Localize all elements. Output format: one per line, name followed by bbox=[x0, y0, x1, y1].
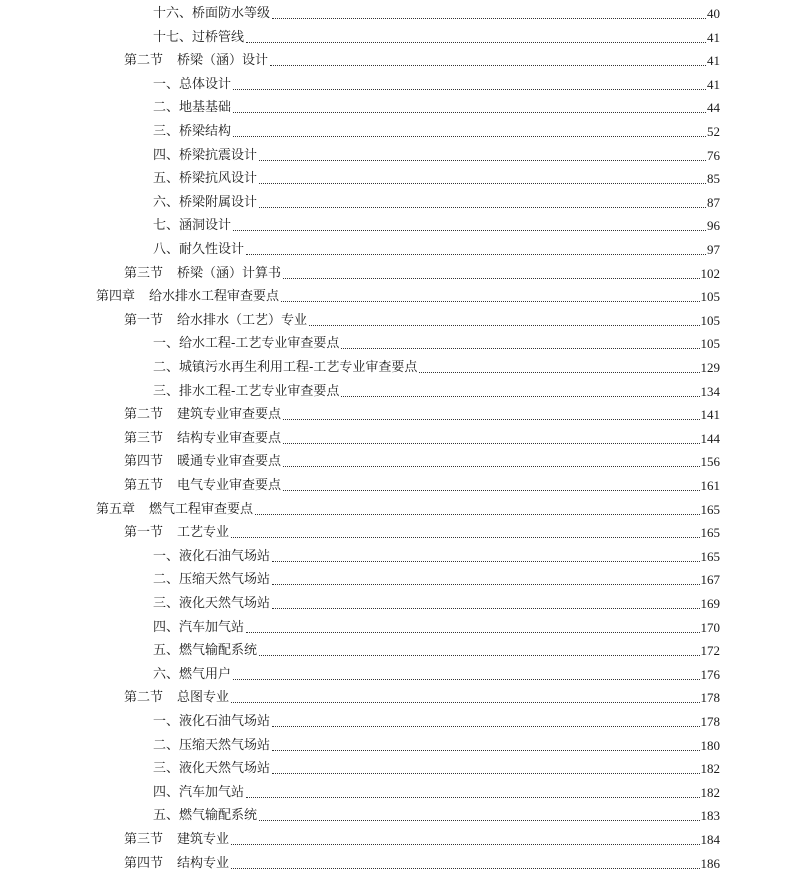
toc-entry-title bbox=[124, 313, 307, 329]
toc-page-number: 176 bbox=[700, 666, 720, 682]
toc-entry-text: 五、燃气输配系统 bbox=[153, 808, 258, 824]
toc-entry-number: 第二节 bbox=[124, 407, 164, 423]
toc-page-number: 85 bbox=[707, 171, 720, 187]
toc-entry-text: 结构专业 bbox=[177, 855, 230, 871]
toc-entry-title bbox=[124, 53, 268, 69]
toc-page-number: 184 bbox=[700, 832, 720, 847]
toc-entry[interactable] bbox=[124, 852, 720, 872]
toc-entry-text: 四、汽车加气站 bbox=[153, 784, 245, 800]
toc-entry-number: 第三节 bbox=[124, 265, 164, 281]
toc-entry-title bbox=[153, 384, 339, 400]
toc-entry-title bbox=[153, 6, 270, 22]
dot-leader bbox=[233, 112, 706, 113]
toc-entry-title bbox=[153, 808, 257, 824]
toc-entry-title bbox=[96, 502, 253, 518]
toc-entry-text: 十六、桥面防水等级 bbox=[153, 6, 271, 21]
toc-entry[interactable] bbox=[153, 663, 720, 683]
toc-entry-title bbox=[153, 242, 244, 258]
toc-entry-title bbox=[153, 596, 270, 612]
toc-page-number: 180 bbox=[700, 737, 720, 753]
dot-leader bbox=[231, 868, 699, 869]
toc-entry-number: 第三节 bbox=[124, 832, 164, 847]
toc-entry[interactable] bbox=[124, 427, 720, 447]
toc-page-number: 52 bbox=[707, 124, 720, 139]
toc-entry[interactable] bbox=[153, 616, 720, 636]
toc-entry-title bbox=[124, 832, 229, 848]
toc-entry-text: 七、涵洞设计 bbox=[153, 218, 232, 234]
toc-page-number: 170 bbox=[700, 619, 720, 635]
toc-entry[interactable] bbox=[153, 2, 720, 22]
dot-leader bbox=[309, 325, 699, 326]
toc-entry-text: 给水排水（工艺）专业 bbox=[177, 312, 308, 328]
toc-page-number: 182 bbox=[700, 784, 720, 800]
dot-leader bbox=[233, 679, 699, 680]
dot-leader bbox=[233, 230, 706, 231]
toc-entry-text: 四、桥梁抗震设计 bbox=[153, 147, 258, 163]
toc-entry-title bbox=[153, 218, 231, 234]
toc-page-number: 76 bbox=[707, 147, 720, 163]
toc-entry[interactable] bbox=[124, 262, 720, 282]
toc-entry[interactable] bbox=[124, 828, 720, 848]
toc-entry-title bbox=[153, 171, 257, 187]
toc-entry[interactable] bbox=[153, 191, 720, 211]
toc-entry-title bbox=[153, 195, 257, 211]
toc-entry-title bbox=[124, 525, 229, 541]
toc-page-number: 178 bbox=[700, 714, 720, 729]
toc-entry[interactable] bbox=[124, 403, 720, 423]
toc-page-number: 41 bbox=[707, 76, 720, 92]
toc-entry-text: 十七、过桥管线 bbox=[153, 29, 245, 45]
toc-entry-text: 三、液化天然气场站 bbox=[153, 761, 271, 777]
toc-entry-text: 桥梁（涵）计算书 bbox=[177, 265, 282, 281]
toc-page-number: 161 bbox=[700, 478, 720, 493]
toc-entry-title bbox=[153, 360, 417, 376]
toc-entry-title bbox=[153, 148, 257, 164]
dot-leader bbox=[341, 348, 699, 349]
toc-entry[interactable] bbox=[96, 498, 720, 518]
toc-entry-number: 第四节 bbox=[124, 454, 164, 470]
toc-entry-title bbox=[124, 431, 281, 447]
toc-entry-text: 二、压缩天然气场站 bbox=[153, 737, 271, 753]
dot-leader bbox=[272, 773, 699, 774]
toc-entry[interactable] bbox=[153, 804, 720, 824]
dot-leader bbox=[419, 372, 699, 373]
toc-entry-number: 第四章 bbox=[96, 289, 136, 305]
dot-leader bbox=[283, 490, 699, 491]
toc-entry-title bbox=[153, 761, 270, 777]
toc-entry-text: 四、汽车加气站 bbox=[153, 619, 245, 635]
toc-entry-title bbox=[153, 572, 270, 588]
toc-page-number: 44 bbox=[707, 100, 720, 116]
toc-entry-number: 第一节 bbox=[124, 525, 164, 541]
toc-entry-title bbox=[153, 643, 257, 659]
toc-entry-text: 电气专业审查要点 bbox=[177, 478, 282, 493]
toc-entry[interactable] bbox=[153, 167, 720, 187]
dot-leader bbox=[272, 561, 699, 562]
toc-entry-text: 总图专业 bbox=[177, 690, 230, 706]
toc-entry[interactable] bbox=[124, 474, 720, 494]
toc-entry[interactable] bbox=[153, 144, 720, 164]
toc-entry-text: 三、桥梁结构 bbox=[153, 124, 232, 139]
toc-page-number: 134 bbox=[700, 383, 720, 399]
dot-leader bbox=[341, 396, 699, 397]
dot-leader bbox=[259, 183, 706, 184]
toc-entry-title bbox=[124, 856, 229, 872]
dot-leader bbox=[272, 608, 699, 609]
toc-entry-text: 三、液化天然气场站 bbox=[153, 596, 271, 611]
dot-leader bbox=[255, 514, 699, 515]
toc-entry-text: 一、给水工程-工艺专业审查要点 bbox=[153, 336, 340, 352]
toc-entry-text: 五、桥梁抗风设计 bbox=[153, 171, 258, 187]
toc-entry-text: 六、桥梁附属设计 bbox=[153, 194, 258, 210]
dot-leader bbox=[272, 726, 699, 727]
toc-entry-title bbox=[153, 30, 244, 46]
toc-entry[interactable] bbox=[124, 450, 720, 470]
dot-leader bbox=[246, 797, 699, 798]
toc-entry-title bbox=[153, 549, 270, 565]
toc-entry[interactable] bbox=[153, 120, 720, 140]
toc-page-number: 169 bbox=[700, 596, 720, 611]
toc-page-number: 41 bbox=[707, 53, 720, 69]
toc-page-number: 172 bbox=[700, 643, 720, 659]
toc-entry-text: 八、耐久性设计 bbox=[153, 242, 245, 257]
toc-entry-title bbox=[153, 124, 231, 140]
toc-entry-title bbox=[124, 407, 281, 423]
toc-entry-number: 第一节 bbox=[124, 312, 164, 328]
toc-entry[interactable] bbox=[153, 380, 720, 400]
toc-page-number: 40 bbox=[707, 6, 720, 21]
toc-entry-title bbox=[153, 620, 244, 636]
dot-leader bbox=[272, 750, 699, 751]
dot-leader bbox=[259, 655, 699, 656]
dot-leader bbox=[283, 278, 699, 279]
toc-entry[interactable] bbox=[153, 332, 720, 352]
toc-page-number: 105 bbox=[700, 336, 720, 352]
toc-entry-title bbox=[153, 714, 270, 730]
dot-leader bbox=[283, 419, 699, 420]
toc-entry-title bbox=[153, 100, 231, 116]
dot-leader bbox=[231, 537, 699, 538]
toc-page-number: 87 bbox=[707, 194, 720, 210]
toc-entry[interactable] bbox=[124, 49, 720, 69]
toc-page-number: 156 bbox=[700, 454, 720, 470]
toc-entry-text: 五、燃气输配系统 bbox=[153, 643, 258, 659]
toc-page-number: 182 bbox=[700, 761, 720, 777]
toc-page-number: 183 bbox=[700, 808, 720, 824]
toc-page-number: 178 bbox=[700, 690, 720, 706]
toc-entry[interactable] bbox=[153, 356, 720, 376]
toc-entry[interactable] bbox=[124, 521, 720, 541]
toc-entry[interactable] bbox=[153, 238, 720, 258]
toc-entry[interactable] bbox=[153, 545, 720, 565]
toc-entry-number: 第五章 bbox=[96, 501, 136, 517]
dot-leader bbox=[272, 18, 706, 19]
toc-page-number: 105 bbox=[700, 312, 720, 328]
toc-entry[interactable] bbox=[153, 734, 720, 754]
toc-entry-number: 第二节 bbox=[124, 53, 164, 69]
toc-page-number: 41 bbox=[707, 29, 720, 45]
dot-leader bbox=[246, 42, 706, 43]
toc-page-number: 102 bbox=[700, 265, 720, 281]
toc-entry-text: 一、液化石油气场站 bbox=[153, 548, 271, 564]
toc-entry[interactable] bbox=[153, 214, 720, 234]
toc-entry-text: 桥梁（涵）设计 bbox=[177, 53, 269, 69]
toc-entry-text: 一、液化石油气场站 bbox=[153, 714, 271, 729]
toc-entry-text: 结构专业审查要点 bbox=[177, 430, 282, 446]
dot-leader bbox=[272, 584, 699, 585]
toc-entry[interactable] bbox=[153, 757, 720, 777]
toc-entry-text: 一、总体设计 bbox=[153, 76, 232, 92]
dot-leader bbox=[231, 702, 699, 703]
toc-entry-text: 建筑专业 bbox=[177, 832, 230, 847]
toc-entry-number: 第四节 bbox=[124, 855, 164, 871]
dot-leader bbox=[246, 632, 699, 633]
toc-page-number: 97 bbox=[707, 242, 720, 257]
toc-entry-number: 第二节 bbox=[124, 690, 164, 706]
toc-entry[interactable] bbox=[96, 285, 720, 305]
toc-entry-text: 六、燃气用户 bbox=[153, 666, 232, 682]
toc-entry-text: 二、城镇污水再生利用工程-工艺专业审查要点 bbox=[153, 360, 418, 375]
dot-leader bbox=[283, 466, 699, 467]
dot-leader bbox=[270, 65, 706, 66]
toc-entry-text: 建筑专业审查要点 bbox=[177, 407, 282, 423]
toc-page-number: 167 bbox=[700, 572, 720, 588]
dot-leader bbox=[259, 160, 706, 161]
toc-entry[interactable] bbox=[153, 568, 720, 588]
toc-entry-title bbox=[153, 336, 339, 352]
toc-page-number: 96 bbox=[707, 218, 720, 234]
toc-entry[interactable] bbox=[124, 309, 720, 329]
toc-entry-title bbox=[124, 266, 281, 282]
toc-entry-title bbox=[153, 785, 244, 801]
toc-entry-number: 第五节 bbox=[124, 478, 164, 493]
dot-leader bbox=[283, 443, 699, 444]
dot-leader bbox=[259, 207, 706, 208]
toc-page-number: 165 bbox=[700, 501, 720, 517]
toc-entry[interactable] bbox=[153, 710, 720, 730]
dot-leader bbox=[233, 136, 706, 137]
toc-entry-title bbox=[124, 478, 281, 494]
toc-entry-title bbox=[153, 738, 270, 754]
toc-entry-title bbox=[124, 690, 229, 706]
toc-entry[interactable] bbox=[153, 26, 720, 46]
toc-page-number: 105 bbox=[700, 289, 720, 305]
toc-entry-number: 第三节 bbox=[124, 430, 164, 446]
toc-entry[interactable] bbox=[153, 592, 720, 612]
toc-page-number: 129 bbox=[700, 360, 720, 375]
toc-entry-text: 给水排水工程审查要点 bbox=[149, 289, 280, 305]
toc-entry-text: 燃气工程审查要点 bbox=[149, 501, 254, 517]
dot-leader bbox=[259, 820, 699, 821]
dot-leader bbox=[231, 844, 699, 845]
toc-entry-title bbox=[96, 289, 279, 305]
toc-entry[interactable] bbox=[153, 96, 720, 116]
toc-entry-title bbox=[153, 667, 231, 683]
toc-entry[interactable] bbox=[124, 686, 720, 706]
toc-entry-text: 三、排水工程-工艺专业审查要点 bbox=[153, 383, 340, 399]
toc-entry-title bbox=[124, 454, 281, 470]
dot-leader bbox=[233, 89, 706, 90]
toc-entry-text: 二、压缩天然气场站 bbox=[153, 572, 271, 588]
toc-entry[interactable] bbox=[153, 781, 720, 801]
toc-entry[interactable] bbox=[153, 73, 720, 93]
toc-entry-text: 暖通专业审查要点 bbox=[177, 454, 282, 470]
toc-entry[interactable] bbox=[153, 639, 720, 659]
toc-page-number: 141 bbox=[700, 407, 720, 423]
dot-leader bbox=[281, 301, 699, 302]
dot-leader bbox=[246, 254, 706, 255]
toc-page-number: 144 bbox=[700, 430, 720, 446]
toc-entry-text: 工艺专业 bbox=[177, 525, 230, 541]
toc-page-number: 186 bbox=[700, 855, 720, 871]
toc-page-number: 165 bbox=[700, 525, 720, 541]
toc-entry-text: 二、地基基础 bbox=[153, 100, 232, 116]
toc-page-number: 165 bbox=[700, 548, 720, 564]
toc-entry-title bbox=[153, 77, 231, 93]
